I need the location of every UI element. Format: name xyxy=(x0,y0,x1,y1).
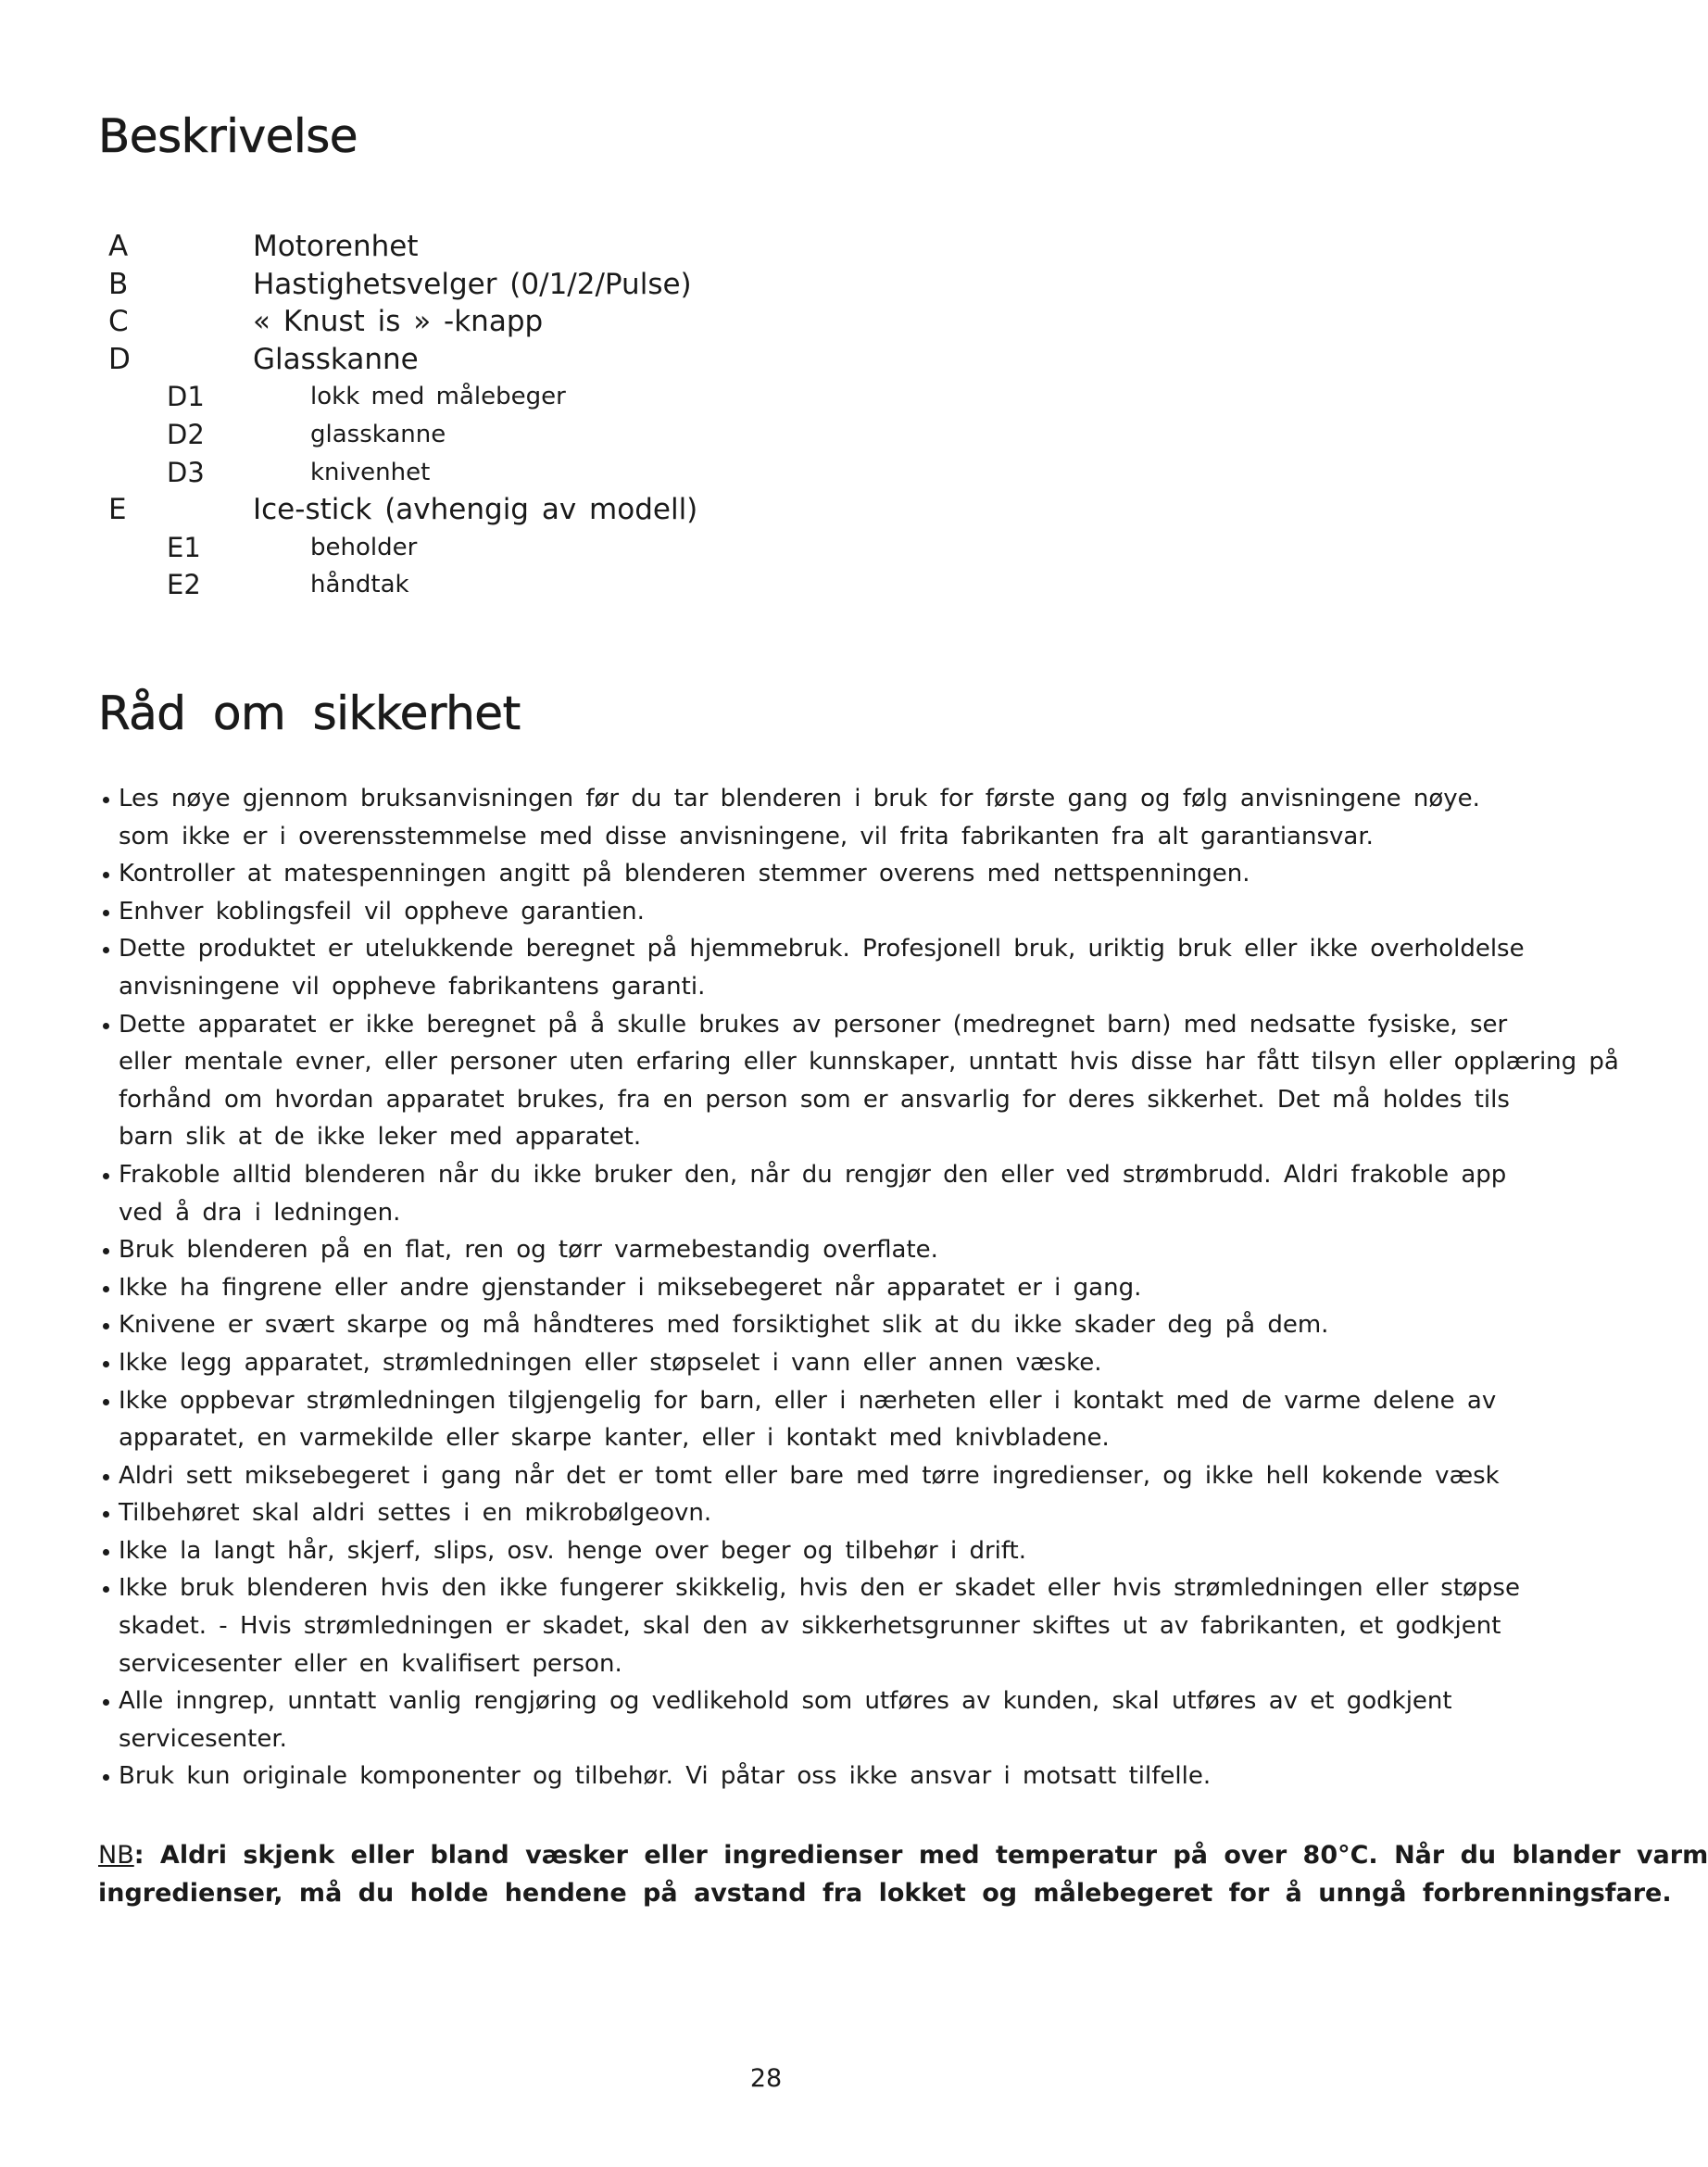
part-name: knivenhet xyxy=(310,458,431,486)
safety-bullet-line: Kontroller at matespenningen angitt på blenderen stemmer overens med nettspenningen. xyxy=(119,860,1250,888)
safety-bullet-line: Knivene er svært skarpe og må håndteres med forsiktighet slik at du ikke skader deg på dem. xyxy=(119,1311,1329,1340)
part-letter: C xyxy=(108,305,129,339)
safety-bullet xyxy=(98,1156,1507,1231)
warning-note xyxy=(98,1836,1708,1912)
safety-bullet-line: Dette apparatet er ikke beregnet på å skulle brukes av personer (medregnet barn) med nedsatte fysiske, ser xyxy=(119,1010,1508,1039)
safety-bullet-line: barn slik at de ikke leker med apparatet. xyxy=(119,1123,642,1152)
note-label: NB xyxy=(98,1841,134,1870)
safety-bullet-line: Ikke ha fingrene eller andre gjenstander i miksebegeret når apparatet er i gang. xyxy=(119,1273,1142,1302)
part-sub-code: D2 xyxy=(167,418,205,450)
part-name: Ice-stick (avhengig av modell) xyxy=(253,493,698,527)
part-name: glasskanne xyxy=(310,420,446,448)
note-line-2: ingredienser, må du holde hendene på avstand fra lokket og målebegeret for å unngå forbrenningsfare. xyxy=(98,1879,1672,1908)
safety-bullet xyxy=(98,1494,1495,1532)
parts-list xyxy=(0,228,834,604)
safety-bullet-line: Bruk blenderen på en flat, ren og tørr varmebestandig overflate. xyxy=(119,1236,938,1265)
safety-bullet xyxy=(98,780,1495,855)
safety-bullet xyxy=(98,1532,1495,1570)
safety-bullet xyxy=(98,1758,1495,1795)
note-text-1: : Aldri skjenk eller bland væsker eller ingredienser med temperatur på over 80°C. Når du blander varm xyxy=(133,1841,1708,1870)
safety-bullet xyxy=(98,1569,1520,1682)
safety-bullet-line: Alle inngrep, unntatt vanlig rengjøring og vedlikehold som utføres av kunden, skal utføres av et godkjent xyxy=(119,1687,1452,1716)
safety-bullet-line: skadet. - Hvis strømledningen er skadet, skal den av sikkerhetsgrunner skiftes ut av fabrikanten, et godkjent xyxy=(119,1612,1501,1641)
part-name: Motorenhet xyxy=(253,230,419,263)
parts-list-item xyxy=(0,491,834,529)
part-letter: A xyxy=(108,230,129,263)
parts-list-item xyxy=(0,341,834,379)
parts-list-item xyxy=(0,303,834,341)
safety-bullet-line: eller mentale evner, eller personer uten erfaring eller kunnskaper, unntatt hvis disse har fått tilsyn eller opplæring på xyxy=(119,1048,1619,1077)
safety-bullet-line: Ikke bruk blenderen hvis den ikke fungerer skikkelig, hvis den er skadet eller hvis strømledningen eller støpse xyxy=(119,1574,1520,1603)
part-letter: E xyxy=(108,493,127,527)
safety-bullet xyxy=(98,1269,1495,1307)
safety-bullet-line: servicesenter. xyxy=(119,1724,287,1753)
safety-bullet-line: Bruk kun originale komponenter og tilbehør. Vi påtar oss ikke ansvar i motsatt tilfelle. xyxy=(119,1762,1212,1791)
safety-bullet-line: Frakoble alltid blenderen når du ikke bruker den, når du rengjør den eller ved strømbrudd. Aldri frakoble app xyxy=(119,1160,1507,1189)
part-sub-code: E2 xyxy=(167,569,201,601)
part-sub-code: D3 xyxy=(167,456,205,488)
safety-bullet xyxy=(98,1682,1495,1758)
part-name: håndtak xyxy=(310,571,409,599)
part-name: lokk med målebeger xyxy=(310,383,566,411)
section-title-description: Beskrivelse xyxy=(98,109,358,163)
safety-bullet xyxy=(98,1306,1495,1344)
safety-bullet-line: forhånd om hvordan apparatet brukes, fra en person som er ansvarlig for deres sikkerhet. Det må holdes tils xyxy=(119,1085,1510,1114)
safety-bullet-line: Dette produktet er utelukkende beregnet på hjemmebruk. Profesjonell bruk, uriktig bruk eller ikke overholdelse xyxy=(119,935,1525,964)
safety-bullet-line: som ikke er i overensstemmelse med disse anvisningene, vil frita fabrikanten fra alt garantiansvar. xyxy=(119,822,1374,850)
safety-bullet xyxy=(98,855,1495,893)
safety-bullet-line: Ikke legg apparatet, strømledningen eller støpselet i vann eller annen væske. xyxy=(119,1348,1102,1377)
part-letter: B xyxy=(108,267,129,301)
safety-bullet-list xyxy=(98,780,1619,1795)
note-line-1 xyxy=(98,1836,1708,1874)
part-name: beholder xyxy=(310,533,418,561)
part-name: Glasskanne xyxy=(253,342,419,376)
safety-bullet xyxy=(98,1006,1619,1156)
safety-bullet xyxy=(98,1231,1495,1269)
safety-bullet xyxy=(98,930,1525,1005)
safety-bullet-line: servicesenter eller en kvalifisert person. xyxy=(119,1649,622,1678)
parts-list-item xyxy=(0,378,834,416)
page-number: 28 xyxy=(749,2064,783,2093)
safety-bullet-line: ved å dra i ledningen. xyxy=(119,1198,401,1227)
safety-bullet-line: anvisningene vil oppheve fabrikantens garanti. xyxy=(119,972,706,1001)
safety-bullet-line: Ikke oppbevar strømledningen tilgjengelig for barn, eller i nærheten eller i kontakt med de varme delene av xyxy=(119,1386,1497,1415)
safety-bullet-line: Tilbehøret skal aldri settes i en mikrobølgeovn. xyxy=(119,1499,712,1528)
safety-bullet-line: Enhver koblingsfeil vil oppheve garantien. xyxy=(119,897,645,926)
safety-bullet-line: Les nøye gjennom bruksanvisningen før du tar blenderen i bruk for første gang og følg anvisningene nøye. xyxy=(119,785,1480,813)
parts-list-item xyxy=(0,454,834,492)
parts-list-item xyxy=(0,266,834,304)
parts-list-item xyxy=(0,416,834,454)
safety-bullet xyxy=(98,893,1495,931)
safety-bullet-line: apparatet, en varmekilde eller skarpe kanter, eller i kontakt med knivbladene. xyxy=(119,1424,1110,1453)
safety-bullet xyxy=(98,1344,1495,1382)
safety-bullet xyxy=(98,1382,1495,1457)
safety-bullet-line: Aldri sett miksebegeret i gang når det er tomt eller bare med tørre ingredienser, og ikke hell kokende væsk xyxy=(119,1461,1500,1490)
safety-bullet xyxy=(98,1457,1500,1495)
part-name: Hastighetsvelger (0/1/2/Pulse) xyxy=(253,267,692,301)
safety-bullet-line: Ikke la langt hår, skjerf, slips, osv. henge over beger og tilbehør i drift. xyxy=(119,1536,1027,1565)
parts-list-item xyxy=(0,529,834,567)
part-sub-code: D1 xyxy=(167,381,205,413)
part-sub-code: E1 xyxy=(167,531,201,563)
parts-list-item xyxy=(0,566,834,604)
part-letter: D xyxy=(108,342,131,376)
parts-list-item xyxy=(0,228,834,266)
part-name: « Knust is » -knapp xyxy=(253,305,544,339)
section-title-safety: Råd om sikkerhet xyxy=(98,687,521,740)
